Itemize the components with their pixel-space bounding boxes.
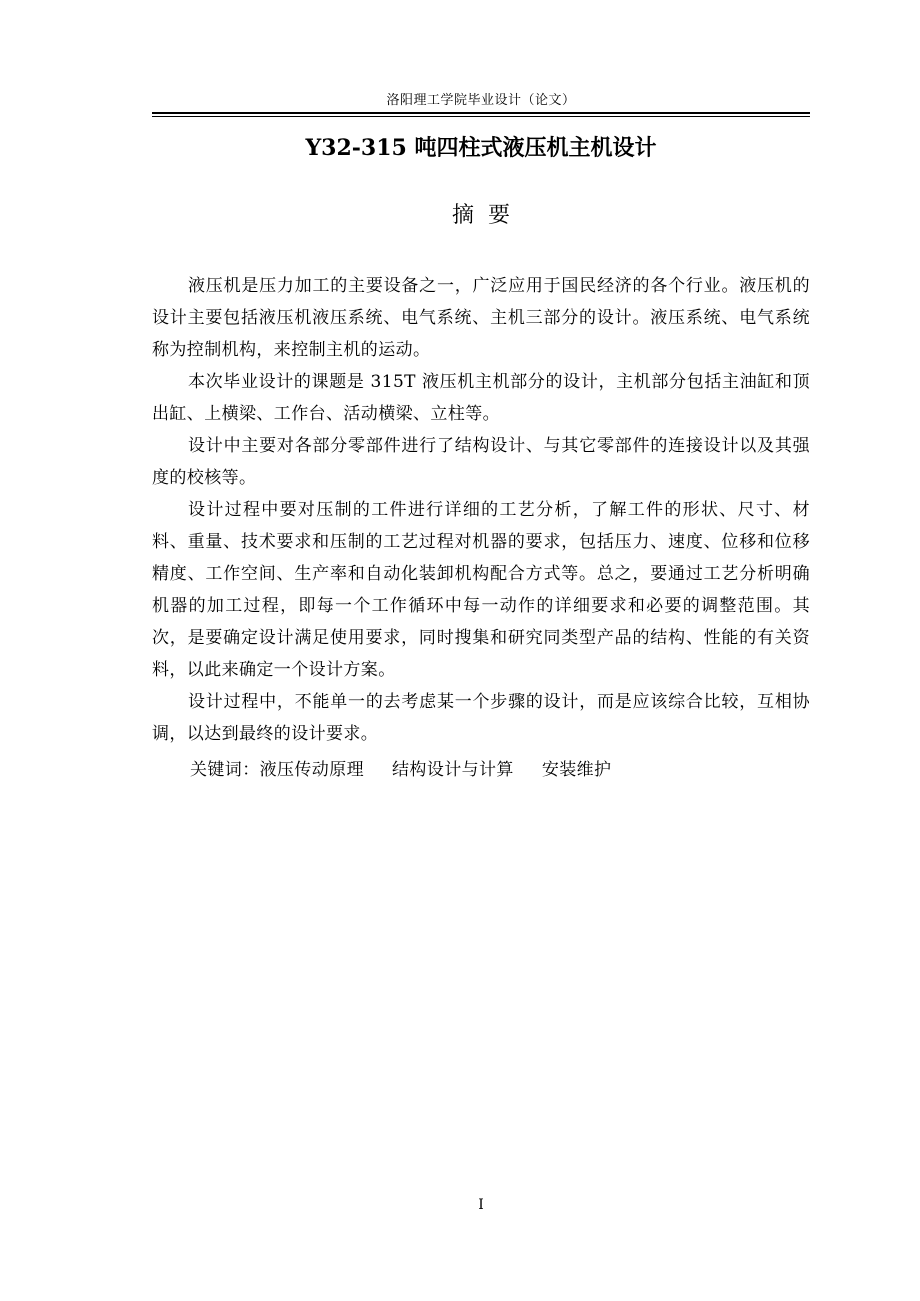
abstract-heading: 摘要 <box>451 203 524 228</box>
abstract-body <box>152 270 810 786</box>
keywords-label: 关键词： <box>190 760 260 780</box>
keyword: 液压传动原理 <box>259 760 365 780</box>
keywords-line <box>152 754 810 786</box>
abstract-paragraph: 设计中主要对各部分零部件进行了结构设计、与其它零部件的连接设计以及其强度的校核等。 <box>152 436 810 488</box>
abstract-paragraph: 本次毕业设计的课题是 315T 液压机主机部分的设计，主机部分包括主油缸和顶出缸、上横梁、工作台、活动横梁、立柱等。 <box>152 372 810 424</box>
keyword: 结构设计与计算 <box>392 760 514 780</box>
header-rule-thin <box>152 116 810 117</box>
document-title: Y32-315 吨四柱式液压机主机设计 <box>305 135 657 161</box>
page-number: I <box>478 1197 484 1213</box>
abstract-paragraph: 设计过程中，不能单一的去考虑某一个步骤的设计，而是应该综合比较，互相协调，以达到最终的设计要求。 <box>152 692 810 744</box>
keyword: 安装维护 <box>541 760 612 780</box>
running-header: 洛阳理工学院毕业设计（论文） <box>386 93 576 108</box>
header-rule-thick <box>152 112 810 114</box>
abstract-paragraph: 液压机是压力加工的主要设备之一，广泛应用于国民经济的各个行业。液压机的设计主要包括液压机液压系统、电气系统、主机三部分的设计。液压系统、电气系统称为控制机构，来控制主机的运动。 <box>152 276 810 360</box>
abstract-paragraph: 设计过程中要对压制的工件进行详细的工艺分析，了解工件的形状、尺寸、材料、重量、技术要求和压制的工艺过程对机器的要求，包括压力、速度、位移和位移精度、工作空间、生产率和自动化装卸机构配合方式等。总之，要通过工艺分析明确机器的加工过程，即每一个工作循环中每一动作的详细要求和必要的调整范围。其次，是要确定设计满足使用要求，同时搜集和研究同类型产品的结构、性能的有关资料，以此来确定一个设计方案。 <box>152 500 810 680</box>
